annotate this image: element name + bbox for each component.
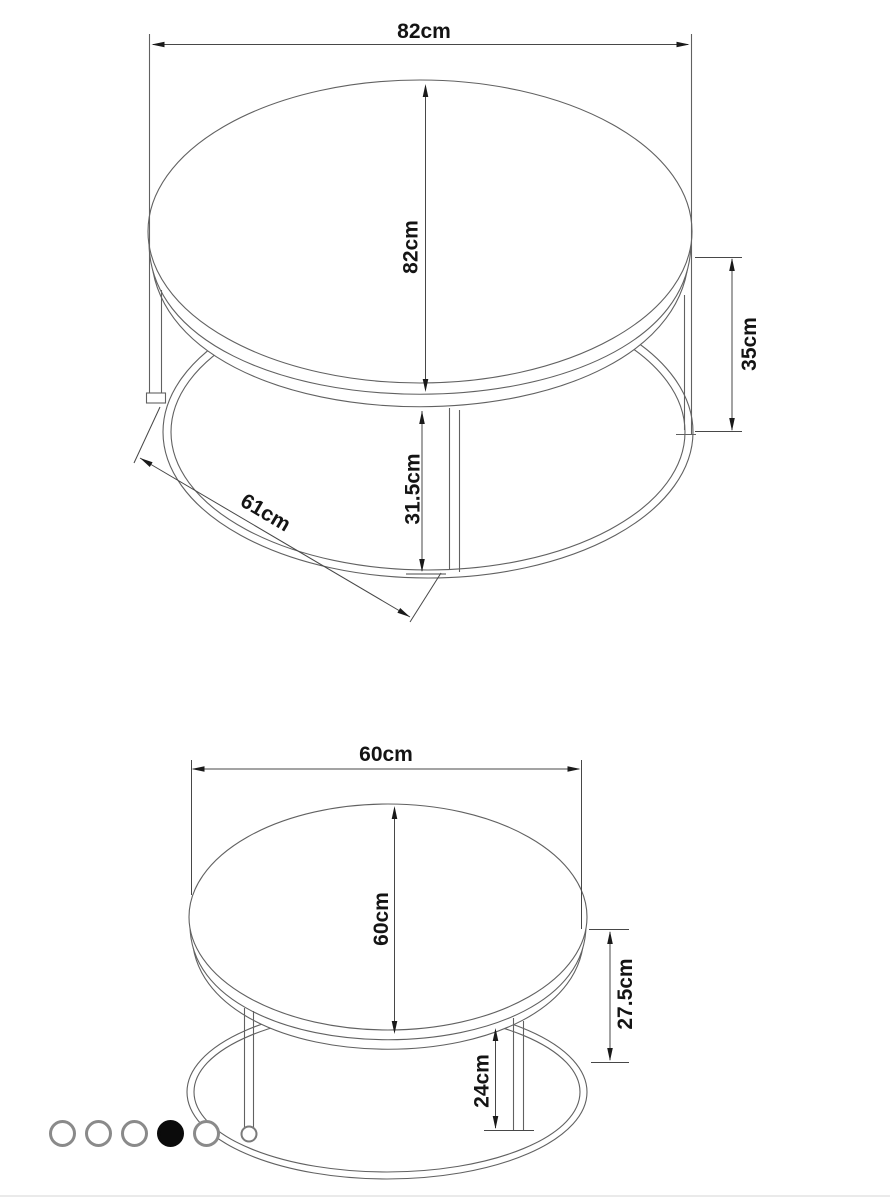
small-base-height-label: 24cm — [470, 1054, 494, 1108]
large-base-depth-ext-right — [410, 573, 441, 622]
small-depth-label: 60cm — [370, 892, 393, 946]
large-depth-label: 82cm — [399, 220, 423, 274]
large-shelf-height-label: 31.5cm — [401, 453, 425, 525]
large-frame-height-label: 35cm — [738, 317, 761, 371]
large-base-depth-dim-line — [140, 458, 410, 617]
carousel-dot-3[interactable] — [121, 1120, 148, 1147]
carousel-dots — [49, 1120, 220, 1147]
carousel-dot-1[interactable] — [49, 1120, 76, 1147]
carousel-dot-4[interactable] — [157, 1120, 184, 1147]
small-frame-height-label: 27.5cm — [614, 958, 637, 1030]
large-width-label: 82cm — [397, 20, 451, 43]
carousel-separator — [0, 1195, 890, 1197]
small-left-leg-foot-circle — [242, 1127, 257, 1142]
large-base-depth-ext-left — [134, 407, 160, 463]
large-left-leg-foot — [147, 393, 166, 403]
small-table-drawing — [187, 804, 587, 1179]
small-width-label: 60cm — [359, 743, 413, 766]
carousel-dot-5[interactable] — [193, 1120, 220, 1147]
carousel-dot-2[interactable] — [85, 1120, 112, 1147]
large-base-depth-label: 61cm — [236, 489, 295, 537]
